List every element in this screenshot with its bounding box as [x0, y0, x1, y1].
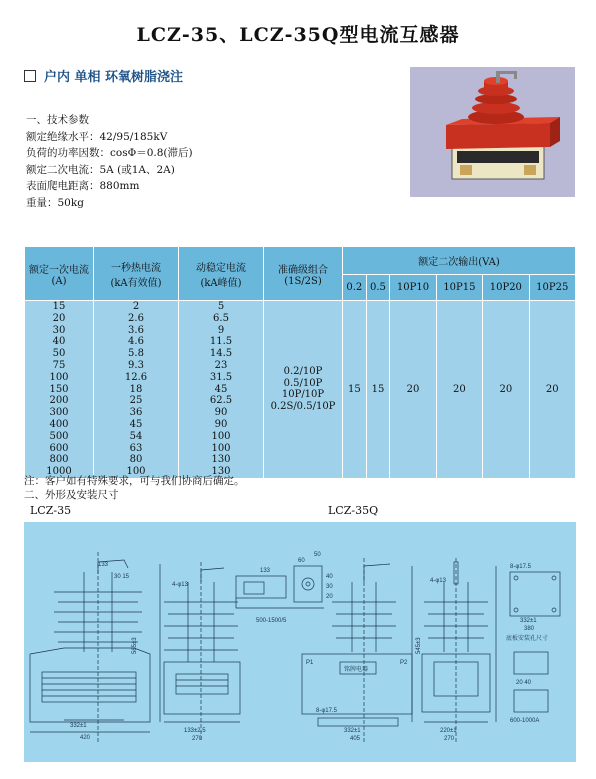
cell-dynamic: 100: [211, 430, 231, 442]
cell-primary: 800: [49, 454, 69, 466]
cell-dynamic: 130: [211, 466, 231, 478]
th-thermal-unit: (kA有效值): [110, 277, 162, 289]
cell-primary: 75: [52, 359, 66, 371]
model-lcz35-label: LCZ-35: [30, 504, 72, 517]
dim-60: 60: [298, 558, 305, 564]
dim-270: 270: [192, 736, 203, 742]
cell-thermal: 18: [129, 383, 143, 395]
page-title: LCZ-35、LCZ-35Q型电流互感器: [136, 24, 460, 46]
dim-2040: 20 40: [516, 680, 532, 686]
cell-accuracy: 10P/10P: [281, 389, 325, 401]
dim-40: 40: [326, 574, 333, 580]
cell-output: 20: [390, 301, 436, 479]
cell-thermal: 3.6: [128, 324, 144, 336]
cell-dynamic: 5: [217, 301, 225, 312]
cell-dynamic: 14.5: [209, 348, 233, 360]
dimension-drawing: [24, 522, 576, 762]
dim-270b: 270: [444, 736, 455, 742]
cell-primary: 100: [49, 371, 69, 383]
cell-thermal: 45: [129, 418, 143, 430]
lcz35-side-view: [164, 562, 240, 742]
lcz35q-side-view: [422, 558, 496, 742]
cell-primary: 20: [52, 312, 66, 324]
th-class: 0.5: [366, 275, 390, 301]
note-text: 注：客户如有特殊要求，可与我们协商后确定。: [24, 475, 245, 487]
section-title: 户内 单相 环氧树脂浇注: [44, 70, 184, 85]
cell-primary: 600: [49, 442, 69, 454]
cell-primary: 400: [49, 418, 69, 430]
section2-title: 二、外形及安装尺寸: [24, 489, 119, 501]
section-bullet-icon: [24, 70, 36, 82]
col-accuracy: [264, 301, 343, 479]
cell-primary: 50: [52, 348, 66, 360]
mount-hole-label: 底板安装孔尺寸: [506, 636, 549, 642]
cell-dynamic: 62.5: [209, 395, 233, 407]
cell-thermal: 80: [129, 454, 143, 466]
cell-thermal: 2.6: [128, 312, 144, 324]
dim-50: 50: [314, 552, 321, 558]
cell-dynamic: 130: [211, 454, 231, 466]
nameplate-label: 铭牌电器: [344, 667, 369, 673]
dim-332-c: 332±1: [520, 618, 537, 624]
cell-dynamic: 90: [214, 407, 228, 419]
dim-600-1000: 600-1000A: [510, 718, 540, 724]
dim-133a: 133: [98, 562, 109, 568]
dim-500-1500: 500-1500/5: [256, 618, 287, 624]
cell-primary: 150: [49, 383, 69, 395]
th-dynamic-label: 动稳定电流: [196, 262, 246, 274]
cell-dynamic: 100: [211, 442, 231, 454]
cell-accuracy: 0.2S/0.5/10P: [270, 401, 336, 413]
th-output: 额定二次输出(VA): [343, 247, 576, 275]
cell-thermal: 2: [132, 301, 140, 312]
model-lcz35q-label: LCZ-35Q: [328, 504, 379, 517]
param-secondary-current: 额定二次电流：5A (或1A、2A): [26, 163, 175, 176]
th-primary-label: 额定一次电流: [29, 264, 89, 276]
dim-332-a: 332±1: [70, 723, 87, 729]
col-thermal: [94, 301, 179, 479]
dim-4phi: 4-φ13: [430, 578, 446, 584]
cell-dynamic: 23: [214, 359, 228, 371]
cell-thermal: 5.8: [128, 348, 144, 360]
th-class: 10P15: [436, 275, 482, 301]
cell-accuracy: 0.5/10P: [283, 377, 323, 389]
spec-table: [24, 246, 576, 479]
th-accuracy-label: 准确级组合: [278, 264, 328, 276]
cell-dynamic: 9: [217, 324, 225, 336]
params-heading: 一、技术参数: [26, 114, 89, 126]
lcz35q-front-view: [302, 558, 412, 742]
dim-585: 585±3: [132, 637, 138, 654]
cell-primary: 40: [52, 336, 66, 348]
cell-primary: 500: [49, 430, 69, 442]
terminal-detail: [236, 566, 324, 608]
th-primary-unit: (A): [51, 275, 67, 287]
cell-dynamic: 11.5: [209, 336, 233, 348]
dim-133c: 133: [260, 568, 271, 574]
cell-primary: 300: [49, 407, 69, 419]
cell-thermal: 12.6: [124, 371, 148, 383]
th-class: 10P10: [390, 275, 436, 301]
cell-primary: 15: [52, 301, 66, 312]
product-photo: [410, 67, 575, 197]
th-dynamic-unit: (kA峰值): [200, 277, 242, 289]
cell-dynamic: 6.5: [213, 312, 229, 324]
th-accuracy-unit: (1S/2S): [284, 275, 322, 287]
cell-thermal: 54: [129, 430, 143, 442]
param-creepage: 表面爬电距离：880mm: [26, 180, 140, 192]
cell-output: 15: [366, 301, 390, 479]
cell-dynamic: 45: [214, 383, 228, 395]
dim-20: 20: [326, 594, 333, 600]
dim-8phi: 8-φ17.5: [316, 708, 337, 714]
label-p2: P2: [400, 660, 408, 666]
dim-3015: 30 15: [114, 574, 130, 580]
dim-30: 30: [326, 584, 333, 590]
cell-output: 20: [483, 301, 529, 479]
cell-output: 20: [529, 301, 575, 479]
technical-params: [26, 112, 193, 211]
dim-8phi2: 8-φ17.5: [510, 564, 531, 570]
cell-thermal: 36: [129, 407, 143, 419]
th-thermal-label: 一秒热电流: [111, 262, 161, 274]
cell-thermal: 4.6: [128, 336, 144, 348]
param-power-factor: 负荷的功率因数：cosΦ＝0.8(滞后): [26, 147, 193, 159]
cell-primary: 1000: [46, 466, 72, 478]
cell-dynamic: 90: [214, 418, 228, 430]
cell-output: 20: [436, 301, 482, 479]
cell-primary: 200: [49, 395, 69, 407]
dim-220: 220±1: [440, 728, 457, 734]
dim-holes: 4-φ13: [172, 582, 188, 588]
dim-133b: 133±2.5: [184, 728, 206, 734]
dim-420: 420: [80, 735, 91, 741]
cell-thermal: 100: [126, 466, 146, 478]
th-thermal: [94, 247, 179, 301]
cell-dynamic: 31.5: [209, 371, 233, 383]
col-primary: [25, 301, 94, 479]
mounting-plan: [510, 572, 560, 712]
cell-thermal: 25: [129, 395, 143, 407]
cell-output: 15: [343, 301, 367, 479]
dim-380: 380: [524, 626, 535, 632]
dim-332-b: 332±1: [344, 728, 361, 734]
th-class: 10P20: [483, 275, 529, 301]
cell-accuracy: 0.2/10P: [283, 365, 323, 377]
cell-thermal: 9.3: [128, 359, 144, 371]
dim-405: 405: [350, 736, 361, 742]
param-weight: 重量：50kg: [26, 196, 84, 209]
th-accuracy: [264, 247, 343, 301]
param-insulation: 额定绝缘水平：42/95/185kV: [26, 130, 168, 143]
th-primary: [25, 247, 94, 301]
th-dynamic: [179, 247, 264, 301]
dim-545: 545±3: [416, 637, 422, 654]
cell-primary: 30: [52, 324, 66, 336]
lcz35-front-view: [30, 552, 160, 742]
cell-thermal: 63: [129, 442, 143, 454]
th-class: 10P25: [529, 275, 575, 301]
col-dynamic: [179, 301, 264, 479]
th-class: 0.2: [343, 275, 367, 301]
label-p1: P1: [306, 660, 314, 666]
